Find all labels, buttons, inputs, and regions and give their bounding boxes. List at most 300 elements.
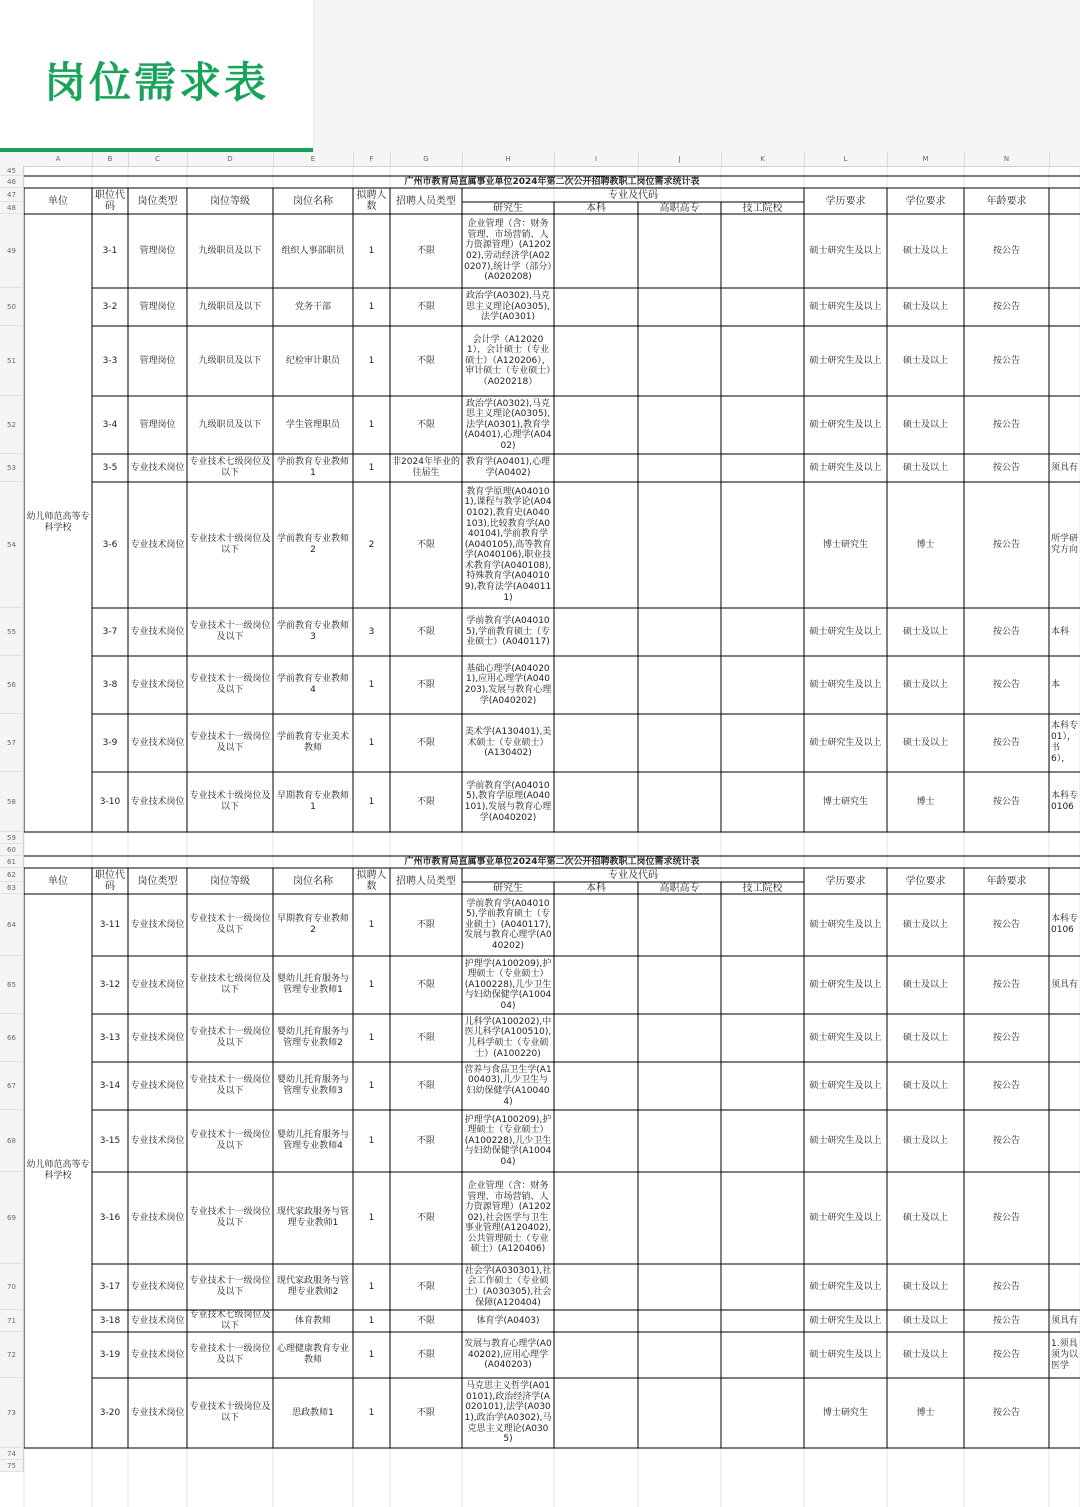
major-vocational[interactable] — [638, 1332, 721, 1378]
row-number[interactable]: 56 — [0, 656, 24, 714]
age-req[interactable]: 按公告 — [992, 979, 1020, 990]
header-age[interactable]: 年龄要求 — [986, 875, 1027, 887]
post-name[interactable]: 婴幼儿托育服务与管理专业教师4 — [276, 1130, 349, 1151]
age-req[interactable]: 按公告 — [992, 462, 1020, 473]
major-vocational[interactable] — [638, 1062, 721, 1110]
row-number[interactable]: 71 — [0, 1310, 24, 1332]
major-undergraduate[interactable] — [554, 326, 638, 396]
major-technical[interactable] — [721, 714, 804, 772]
education-req[interactable]: 硕士研究生及以上 — [809, 245, 882, 256]
major-vocational[interactable] — [638, 1264, 721, 1310]
row-number[interactable]: 55 — [0, 608, 24, 656]
major-vocational[interactable] — [638, 1378, 721, 1448]
header-major-group[interactable]: 专业及代码 — [608, 869, 658, 881]
spreadsheet[interactable] — [0, 152, 1080, 1507]
post-grade[interactable]: 专业技术十一级岗位及以下 — [189, 1344, 271, 1365]
hire-count[interactable]: 1 — [368, 1349, 375, 1360]
age-req[interactable]: 按公告 — [992, 1080, 1020, 1091]
major-undergraduate[interactable] — [554, 454, 638, 482]
age-req[interactable]: 按公告 — [992, 301, 1020, 312]
hire-count[interactable]: 1 — [368, 1032, 375, 1043]
applicant-type[interactable]: 不限 — [416, 1349, 435, 1360]
major-undergraduate[interactable] — [554, 1310, 638, 1332]
row-number[interactable]: 62 — [0, 868, 24, 882]
major-technical[interactable] — [721, 482, 804, 608]
header-major-postgraduate[interactable]: 研究生 — [493, 202, 523, 214]
major-postgraduate[interactable]: 发展与教育心理学(A040202),应用心理学(A040203) — [464, 1339, 552, 1371]
major-postgraduate[interactable]: 体育学(A0403) — [476, 1315, 540, 1326]
post-name[interactable]: 早期教育专业教师1 — [276, 791, 349, 812]
major-undergraduate[interactable] — [554, 714, 638, 772]
header-grade[interactable]: 岗位等级 — [210, 195, 250, 207]
age-req[interactable]: 按公告 — [992, 737, 1020, 748]
header-type[interactable]: 岗位类型 — [137, 195, 178, 207]
major-undergraduate[interactable] — [554, 772, 638, 832]
job-code[interactable]: 3-12 — [99, 979, 121, 990]
major-vocational[interactable] — [638, 608, 721, 656]
degree-req[interactable]: 硕士及以上 — [902, 1080, 948, 1091]
header-code[interactable]: 职位代码 — [95, 190, 125, 212]
applicant-type[interactable]: 不限 — [416, 679, 435, 690]
post-type[interactable]: 管理岗位 — [139, 419, 176, 430]
education-req[interactable]: 硕士研究生及以上 — [809, 679, 882, 690]
job-code[interactable]: 3-16 — [99, 1212, 121, 1223]
major-vocational[interactable] — [638, 714, 721, 772]
major-technical[interactable] — [721, 1264, 804, 1310]
applicant-type[interactable]: 不限 — [416, 539, 435, 550]
row-number[interactable]: 49 — [0, 214, 24, 288]
other-req[interactable]: 本科专0106 — [1051, 914, 1079, 935]
post-type[interactable]: 专业技术岗位 — [130, 1407, 185, 1418]
major-technical[interactable] — [721, 772, 804, 832]
header-code[interactable]: 职位代码 — [95, 870, 125, 892]
age-req[interactable]: 按公告 — [992, 355, 1020, 366]
degree-req[interactable]: 硕士及以上 — [902, 1315, 948, 1326]
age-req[interactable]: 按公告 — [992, 1032, 1020, 1043]
post-name[interactable]: 体育教师 — [294, 1315, 331, 1326]
hire-count[interactable]: 1 — [368, 1315, 375, 1326]
post-type[interactable]: 专业技术岗位 — [130, 737, 185, 748]
major-vocational[interactable] — [638, 454, 721, 482]
row-number[interactable]: 57 — [0, 714, 24, 772]
row-number[interactable]: 45 — [0, 166, 24, 176]
major-undergraduate[interactable] — [554, 214, 638, 288]
hire-count[interactable]: 1 — [368, 1135, 375, 1146]
applicant-type[interactable]: 不限 — [416, 1080, 435, 1091]
major-vocational[interactable] — [638, 1172, 721, 1264]
table-caption[interactable]: 广州市教育局直属事业单位2024年第二次公开招聘教职工岗位需求统计表 — [404, 856, 700, 867]
post-type[interactable]: 管理岗位 — [139, 355, 176, 366]
post-type[interactable]: 专业技术岗位 — [130, 1349, 185, 1360]
education-req[interactable]: 硕士研究生及以上 — [809, 1032, 882, 1043]
header-major-technical[interactable]: 技工院校 — [742, 202, 783, 214]
education-req[interactable]: 博士研究生 — [822, 539, 868, 550]
major-postgraduate[interactable]: 企业管理（含：财务管理、市场营销、人力资源管理）(A120202),劳动经济学(A020207),统计学（部分）(A020208) — [464, 219, 552, 283]
job-code[interactable]: 3-14 — [99, 1080, 121, 1091]
hire-count[interactable]: 1 — [368, 355, 375, 366]
post-name[interactable]: 学前教育专业教师4 — [276, 674, 349, 695]
post-name[interactable]: 现代家政服务与管理专业教师1 — [276, 1207, 349, 1228]
applicant-type[interactable]: 不限 — [416, 301, 435, 312]
age-req[interactable]: 按公告 — [992, 245, 1020, 256]
applicant-type[interactable]: 不限 — [416, 1212, 435, 1223]
education-req[interactable]: 硕士研究生及以上 — [809, 1080, 882, 1091]
major-postgraduate[interactable]: 学前教育学(A040105),学前教育硕士（专业硕士）(A040117) — [465, 616, 551, 648]
header-major-vocational[interactable]: 高职高专 — [659, 202, 700, 214]
major-postgraduate[interactable]: 儿科学(A100202),中医儿科学(A100510),儿科学硕士（专业硕士）(A100220) — [464, 1016, 552, 1059]
row-number[interactable]: 75 — [0, 1460, 24, 1472]
education-req[interactable]: 硕士研究生及以上 — [809, 979, 882, 990]
hire-count[interactable]: 1 — [368, 1080, 375, 1091]
job-code[interactable]: 3-9 — [102, 737, 118, 748]
post-grade[interactable]: 专业技术十一级岗位及以下 — [189, 621, 271, 642]
major-technical[interactable] — [721, 1172, 804, 1264]
other-req[interactable]: 本科专01），书6）， — [1051, 721, 1079, 764]
degree-req[interactable]: 硕士及以上 — [902, 1281, 948, 1292]
job-code[interactable]: 3-4 — [102, 419, 118, 430]
header-grade[interactable]: 岗位等级 — [210, 875, 250, 887]
post-grade[interactable]: 专业技术七级岗位及以下 — [189, 457, 271, 478]
row-number[interactable]: 51 — [0, 326, 24, 396]
post-type[interactable]: 专业技术岗位 — [130, 1281, 185, 1292]
major-vocational[interactable] — [638, 326, 721, 396]
major-technical[interactable] — [721, 608, 804, 656]
major-postgraduate[interactable]: 会计学（A120201），会计硕士（专业硕士）（A120206），审计硕士（专业硕士）（A020218） — [465, 334, 551, 387]
header-degree[interactable]: 学位要求 — [905, 195, 946, 207]
row-number[interactable]: 63 — [0, 882, 24, 894]
age-req[interactable]: 按公告 — [992, 1212, 1020, 1223]
degree-req[interactable]: 硕士及以上 — [902, 355, 948, 366]
major-vocational[interactable] — [638, 1310, 721, 1332]
column-letter-h[interactable]: H — [462, 152, 555, 166]
column-letter-l[interactable]: L — [804, 152, 888, 166]
major-technical[interactable] — [721, 1110, 804, 1172]
degree-req[interactable]: 硕士及以上 — [902, 979, 948, 990]
post-type[interactable]: 专业技术岗位 — [130, 1315, 185, 1326]
education-req[interactable]: 硕士研究生及以上 — [809, 737, 882, 748]
post-name[interactable]: 学前教育专业教师2 — [276, 534, 349, 555]
post-type[interactable]: 专业技术岗位 — [130, 462, 185, 473]
job-code[interactable]: 3-2 — [102, 301, 118, 312]
hire-count[interactable]: 1 — [368, 1407, 375, 1418]
post-grade[interactable]: 专业技术十级岗位及以下 — [189, 791, 271, 812]
row-number[interactable]: 53 — [0, 454, 24, 482]
major-undergraduate[interactable] — [554, 608, 638, 656]
header-major-undergraduate[interactable]: 本科 — [586, 202, 606, 214]
applicant-type[interactable]: 不限 — [416, 245, 435, 256]
hire-count[interactable]: 1 — [368, 301, 375, 312]
row-number[interactable]: 54 — [0, 482, 24, 608]
post-type[interactable]: 专业技术岗位 — [130, 539, 185, 550]
major-undergraduate[interactable] — [554, 1014, 638, 1062]
post-name[interactable]: 党务干部 — [294, 301, 331, 312]
applicant-type[interactable]: 不限 — [416, 979, 435, 990]
education-req[interactable]: 硕士研究生及以上 — [809, 919, 882, 930]
row-number[interactable]: 47 — [0, 188, 24, 202]
major-technical[interactable] — [721, 214, 804, 288]
header-count[interactable]: 拟聘人数 — [356, 870, 387, 892]
other-req[interactable]: 须具有 — [1051, 462, 1079, 473]
major-postgraduate[interactable]: 企业管理（含：财务管理、市场营销、人力资源管理）(A120202),社会医学与卫生事业管理(A120402),公共管理硕士（专业硕士）(A120406) — [464, 1180, 552, 1255]
hire-count[interactable]: 1 — [368, 1281, 375, 1292]
major-postgraduate[interactable]: 护理学(A100209),护理硕士（专业硕士）(A100228),儿少卫生与妇幼保健学(A100404) — [464, 1114, 552, 1167]
row-number[interactable]: 66 — [0, 1014, 24, 1062]
major-undergraduate[interactable] — [554, 1172, 638, 1264]
post-grade[interactable]: 九级职员及以下 — [198, 301, 262, 312]
applicant-type[interactable]: 不限 — [416, 919, 435, 930]
hire-count[interactable]: 1 — [368, 1212, 375, 1223]
post-grade[interactable]: 九级职员及以下 — [198, 419, 262, 430]
header-age[interactable]: 年龄要求 — [986, 195, 1027, 207]
header-target[interactable]: 招聘人员类型 — [396, 195, 456, 207]
job-code[interactable]: 3-15 — [99, 1135, 121, 1146]
major-technical[interactable] — [721, 1310, 804, 1332]
post-grade[interactable]: 专业技术十一级岗位及以下 — [189, 914, 271, 935]
major-technical[interactable] — [721, 1378, 804, 1448]
major-undergraduate[interactable] — [554, 396, 638, 454]
post-name[interactable]: 学前教育专业教师3 — [276, 621, 349, 642]
job-code[interactable]: 3-3 — [102, 355, 118, 366]
post-grade[interactable]: 专业技术十一级岗位及以下 — [189, 1130, 271, 1151]
hire-count[interactable]: 1 — [368, 679, 375, 690]
column-letter-m[interactable]: M — [887, 152, 965, 166]
applicant-type[interactable]: 非2024年毕业的往届生 — [392, 457, 460, 478]
post-name[interactable]: 思政教师1 — [292, 1407, 334, 1418]
major-undergraduate[interactable] — [554, 956, 638, 1014]
major-postgraduate[interactable]: 政治学(A0302),马克思主义理论(A0305),法学(A0301),教育学(A0401),心理学(A0402) — [464, 398, 552, 451]
major-undergraduate[interactable] — [554, 1062, 638, 1110]
major-postgraduate[interactable]: 营养与食品卫生学(A100403),儿少卫生与妇幼保健学(A100404) — [464, 1064, 552, 1107]
post-grade[interactable]: 专业技术十一级岗位及以下 — [189, 1027, 271, 1048]
row-number[interactable]: 61 — [0, 856, 24, 868]
table-caption[interactable]: 广州市教育局直属事业单位2024年第二次公开招聘教职工岗位需求统计表 — [404, 176, 700, 187]
major-technical[interactable] — [721, 288, 804, 326]
age-req[interactable]: 按公告 — [992, 1281, 1020, 1292]
row-number[interactable]: 52 — [0, 396, 24, 454]
post-grade[interactable]: 专业技术七级岗位及以下 — [189, 974, 271, 995]
education-req[interactable]: 硕士研究生及以上 — [809, 1212, 882, 1223]
hire-count[interactable]: 1 — [368, 979, 375, 990]
post-name[interactable]: 纪检审计职员 — [285, 355, 340, 366]
post-name[interactable]: 婴幼儿托育服务与管理专业教师2 — [276, 1027, 349, 1048]
degree-req[interactable]: 硕士及以上 — [902, 419, 948, 430]
major-postgraduate[interactable]: 学前教育学(A040105),教育学原理(A040101),发展与教育心理学(A040202) — [464, 780, 552, 823]
degree-req[interactable]: 硕士及以上 — [902, 245, 948, 256]
applicant-type[interactable]: 不限 — [416, 1407, 435, 1418]
post-grade[interactable]: 专业技术十一级岗位及以下 — [189, 1276, 271, 1297]
degree-req[interactable]: 硕士及以上 — [902, 737, 948, 748]
column-letter-c[interactable]: C — [128, 152, 188, 166]
major-vocational[interactable] — [638, 894, 721, 956]
unit-name[interactable]: 幼儿师范高等专科学校 — [26, 512, 90, 533]
header-name[interactable]: 岗位名称 — [293, 875, 333, 887]
applicant-type[interactable]: 不限 — [416, 737, 435, 748]
header-name[interactable]: 岗位名称 — [293, 195, 333, 207]
row-number[interactable]: 67 — [0, 1062, 24, 1110]
age-req[interactable]: 按公告 — [992, 1349, 1020, 1360]
job-code[interactable]: 3-5 — [102, 462, 118, 473]
other-req[interactable]: 所学研究方向 — [1051, 534, 1079, 555]
unit-name[interactable]: 幼儿师范高等专科学校 — [26, 1160, 90, 1181]
major-vocational[interactable] — [638, 956, 721, 1014]
column-letter-n[interactable]: N — [964, 152, 1050, 166]
job-code[interactable]: 3-1 — [102, 245, 118, 256]
post-grade[interactable]: 九级职员及以下 — [198, 355, 262, 366]
header-unit[interactable]: 单位 — [48, 875, 68, 887]
post-name[interactable]: 组织人事部职员 — [281, 245, 345, 256]
row-number[interactable]: 69 — [0, 1172, 24, 1264]
row-number[interactable]: 64 — [0, 894, 24, 956]
degree-req[interactable]: 博士 — [916, 539, 935, 550]
degree-req[interactable]: 博士 — [916, 796, 935, 807]
job-code[interactable]: 3-17 — [99, 1281, 121, 1292]
hire-count[interactable]: 1 — [368, 462, 375, 473]
degree-req[interactable]: 硕士及以上 — [902, 301, 948, 312]
degree-req[interactable]: 硕士及以上 — [902, 679, 948, 690]
degree-req[interactable]: 硕士及以上 — [902, 1212, 948, 1223]
column-letter-i[interactable]: I — [554, 152, 639, 166]
major-postgraduate[interactable]: 学前教育学(A040105),学前教育硕士（专业硕士）(A040117),发展与教育心理学(A040202) — [464, 898, 552, 951]
major-technical[interactable] — [721, 326, 804, 396]
education-req[interactable]: 硕士研究生及以上 — [809, 626, 882, 637]
post-grade[interactable]: 专业技术十级岗位及以下 — [189, 1402, 271, 1423]
header-education[interactable]: 学历要求 — [825, 195, 866, 207]
row-number[interactable]: 58 — [0, 772, 24, 832]
applicant-type[interactable]: 不限 — [416, 1135, 435, 1146]
row-number[interactable]: 72 — [0, 1332, 24, 1378]
education-req[interactable]: 硕士研究生及以上 — [809, 301, 882, 312]
header-type[interactable]: 岗位类型 — [137, 875, 178, 887]
header-major-postgraduate[interactable]: 研究生 — [493, 882, 523, 894]
education-req[interactable]: 硕士研究生及以上 — [809, 1349, 882, 1360]
hire-count[interactable]: 3 — [368, 626, 375, 637]
other-req[interactable]: 须具有 — [1051, 979, 1079, 990]
row-number[interactable]: 46 — [0, 176, 24, 188]
post-grade[interactable]: 专业技术七级岗位及以下 — [189, 1310, 271, 1331]
major-technical[interactable] — [721, 454, 804, 482]
other-req[interactable]: 本科 — [1051, 626, 1070, 637]
education-req[interactable]: 硕士研究生及以上 — [809, 462, 882, 473]
other-req[interactable]: 本 — [1051, 679, 1061, 690]
applicant-type[interactable]: 不限 — [416, 796, 435, 807]
age-req[interactable]: 按公告 — [992, 419, 1020, 430]
column-letter-d[interactable]: D — [187, 152, 274, 166]
major-vocational[interactable] — [638, 656, 721, 714]
post-name[interactable]: 现代家政服务与管理专业教师2 — [276, 1276, 349, 1297]
major-postgraduate[interactable]: 护理学(A100209),护理硕士（专业硕士）(A100228),儿少卫生与妇幼保健学(A100404) — [464, 958, 552, 1011]
hire-count[interactable]: 1 — [368, 245, 375, 256]
post-type[interactable]: 专业技术岗位 — [130, 979, 185, 990]
education-req[interactable]: 博士研究生 — [822, 796, 868, 807]
header-major-technical[interactable]: 技工院校 — [742, 882, 783, 894]
degree-req[interactable]: 硕士及以上 — [902, 1135, 948, 1146]
post-grade[interactable]: 专业技术十一级岗位及以下 — [189, 732, 271, 753]
post-grade[interactable]: 专业技术十级岗位及以下 — [189, 534, 271, 555]
post-type[interactable]: 专业技术岗位 — [130, 679, 185, 690]
job-code[interactable]: 3-20 — [99, 1407, 121, 1418]
age-req[interactable]: 按公告 — [992, 919, 1020, 930]
post-type[interactable]: 专业技术岗位 — [130, 1032, 185, 1043]
major-technical[interactable] — [721, 396, 804, 454]
post-name[interactable]: 学前教育专业教师1 — [276, 457, 349, 478]
column-letter-f[interactable]: F — [353, 152, 391, 166]
hire-count[interactable]: 1 — [368, 919, 375, 930]
header-education[interactable]: 学历要求 — [825, 875, 866, 887]
major-vocational[interactable] — [638, 1014, 721, 1062]
age-req[interactable]: 按公告 — [992, 1315, 1020, 1326]
age-req[interactable]: 按公告 — [992, 679, 1020, 690]
job-code[interactable]: 3-19 — [99, 1349, 121, 1360]
hire-count[interactable]: 2 — [368, 539, 375, 550]
column-letter-j[interactable]: J — [638, 152, 722, 166]
post-grade[interactable]: 九级职员及以下 — [198, 245, 262, 256]
major-undergraduate[interactable] — [554, 656, 638, 714]
hire-count[interactable]: 1 — [368, 737, 375, 748]
header-major-undergraduate[interactable]: 本科 — [586, 882, 606, 894]
row-number[interactable]: 50 — [0, 288, 24, 326]
degree-req[interactable]: 博士 — [916, 1407, 935, 1418]
job-code[interactable]: 3-18 — [99, 1315, 121, 1326]
post-name[interactable]: 学前教育专业美术教师 — [276, 732, 349, 753]
post-type[interactable]: 专业技术岗位 — [130, 626, 185, 637]
major-undergraduate[interactable] — [554, 482, 638, 608]
job-code[interactable]: 3-13 — [99, 1032, 121, 1043]
major-technical[interactable] — [721, 1014, 804, 1062]
column-letter-b[interactable]: B — [92, 152, 129, 166]
post-name[interactable]: 心理健康教育专业教师 — [276, 1344, 349, 1365]
degree-req[interactable]: 硕士及以上 — [902, 462, 948, 473]
major-undergraduate[interactable] — [554, 288, 638, 326]
applicant-type[interactable]: 不限 — [416, 1281, 435, 1292]
age-req[interactable]: 按公告 — [992, 539, 1020, 550]
applicant-type[interactable]: 不限 — [416, 355, 435, 366]
post-type[interactable]: 管理岗位 — [139, 245, 176, 256]
post-name[interactable]: 婴幼儿托育服务与管理专业教师1 — [276, 974, 349, 995]
age-req[interactable]: 按公告 — [992, 1135, 1020, 1146]
major-technical[interactable] — [721, 656, 804, 714]
major-postgraduate[interactable]: 美术学(A130401),美术硕士（专业硕士）(A130402) — [464, 727, 552, 759]
major-vocational[interactable] — [638, 482, 721, 608]
major-postgraduate[interactable]: 马克思主义哲学(A010101),政治经济学(A020101),法学(A0301),政治学(A0302),马克思主义理论(A0305) — [464, 1381, 552, 1445]
education-req[interactable]: 硕士研究生及以上 — [809, 1315, 882, 1326]
post-type[interactable]: 专业技术岗位 — [130, 1212, 185, 1223]
major-vocational[interactable] — [638, 396, 721, 454]
other-req[interactable]: 本科专0106 — [1051, 791, 1079, 812]
post-grade[interactable]: 专业技术十一级岗位及以下 — [189, 1207, 271, 1228]
job-code[interactable]: 3-8 — [102, 679, 118, 690]
job-code[interactable]: 3-7 — [102, 626, 118, 637]
education-req[interactable]: 硕士研究生及以上 — [809, 419, 882, 430]
header-degree[interactable]: 学位要求 — [905, 875, 946, 887]
row-number[interactable]: 59 — [0, 832, 24, 844]
major-technical[interactable] — [721, 1062, 804, 1110]
job-code[interactable]: 3-10 — [99, 796, 121, 807]
row-number[interactable]: 48 — [0, 202, 24, 214]
post-name[interactable]: 早期教育专业教师2 — [276, 914, 349, 935]
row-number[interactable]: 68 — [0, 1110, 24, 1172]
applicant-type[interactable]: 不限 — [416, 1315, 435, 1326]
major-postgraduate[interactable]: 基础心理学(A040201),应用心理学(A040203),发展与教育心理学(A040202) — [464, 663, 552, 706]
major-vocational[interactable] — [638, 1110, 721, 1172]
other-req[interactable]: 须具有 — [1051, 1315, 1079, 1326]
education-req[interactable]: 硕士研究生及以上 — [809, 1281, 882, 1292]
post-type[interactable]: 专业技术岗位 — [130, 796, 185, 807]
post-type[interactable]: 专业技术岗位 — [130, 1135, 185, 1146]
applicant-type[interactable]: 不限 — [416, 1032, 435, 1043]
major-postgraduate[interactable]: 教育学原理(A040101),课程与教学论(A040102),教育史(A040103),比较教育学(A040104),学前教育学(A040105),高等教育学(A040106),职业技术教育学(A040108),特殊教育学(A040109),教育法学(A040111) — [464, 486, 552, 603]
header-target[interactable]: 招聘人员类型 — [396, 875, 456, 887]
header-major-vocational[interactable]: 高职高专 — [659, 882, 700, 894]
